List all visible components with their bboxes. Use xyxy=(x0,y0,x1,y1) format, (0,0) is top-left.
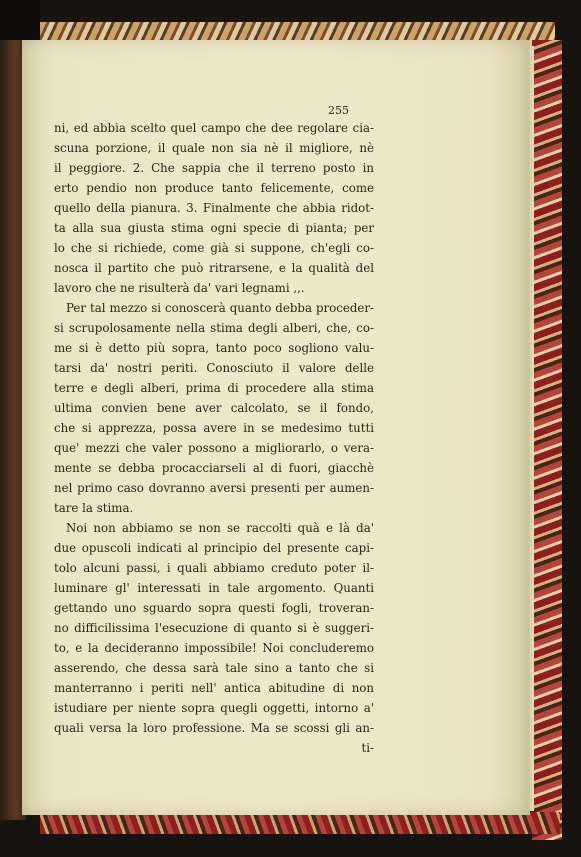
text-line: quello della pianura. 3. Finalmente che abbia ridot- xyxy=(54,201,374,215)
text-line: tolo alcuni passi, i quali abbiamo creduto poter il- xyxy=(54,561,374,575)
text-line: ultima convien bene aver calcolato, se il fondo, xyxy=(54,401,374,415)
text-line: due opuscoli indicati al principio del presente capi- xyxy=(54,541,374,555)
text-line: erto pendio non produce tanto felicemente, come xyxy=(54,181,374,195)
text-line: no difficilissima l'esecuzione di quanto si è suggeri- xyxy=(54,621,374,635)
text-line: scuna porzione, il quale non sia nè il migliore, nè xyxy=(54,141,374,155)
text-line: si scrupolosamente nella stima degli alberi, che, co- xyxy=(54,321,374,335)
text-line: lavoro che ne risulterà da' vari legnami ,,. xyxy=(54,281,305,295)
text-line: gettando uno sguardo sopra questi fogli, troveran- xyxy=(54,601,374,615)
text-line: istudiare per niente sopra quegli oggetti, intorno a' xyxy=(54,701,374,715)
text-line: terre e degli alberi, prima di procedere alla stima xyxy=(54,381,374,395)
background-corner xyxy=(0,0,40,40)
text-line: che si apprezza, possa avere in se medesimo tutti xyxy=(54,421,374,435)
text-line: to, e la decideranno impossibile! Noi concluderemo xyxy=(54,641,374,655)
text-line: me si è detto più sopra, tanto poco sogliono valu- xyxy=(54,341,374,355)
text-line: ta alla sua giusta stima ogni specie di pianta; per xyxy=(54,221,374,235)
text-line: luminare gl' interessati in tale argomento. Quanti xyxy=(54,581,374,595)
marbled-cover-right xyxy=(532,40,562,840)
text-line: Per tal mezzo si conoscerà quanto debba proceder- xyxy=(66,301,374,315)
text-line: il peggiore. 2. Che sappia che il terreno posto in xyxy=(54,161,374,175)
marbled-cover-bottom xyxy=(40,812,560,834)
text-line: nel primo caso dovranno aversi presenti per aumen- xyxy=(54,481,374,495)
text-line: Noi non abbiamo se non se raccolti quà e là da' xyxy=(66,521,374,535)
text-line: tarsi da' nostri periti. Conosciuto il valore delle xyxy=(54,361,374,375)
text-line: ni, ed abbia scelto quel campo che dee regolare cia- xyxy=(54,121,374,135)
text-line: mente se debba procacciarseli al di fuori, giacchè xyxy=(54,461,374,475)
page-number: 255 xyxy=(328,104,349,117)
text-line: tare la stima. xyxy=(54,501,134,515)
text-line: nosca il partito che può ritrarsene, e la qualità del xyxy=(54,261,374,275)
text-line: asserendo, che dessa sarà tale sino a tanto che si xyxy=(54,661,374,675)
text-line: manterranno i periti nell' antica abitudine di non xyxy=(54,681,374,695)
text-line: ti- xyxy=(361,741,374,755)
page-text xyxy=(54,118,374,758)
text-line: lo che si richiede, come già si suppone, ch'egli co- xyxy=(54,241,374,255)
text-line: quali versa la loro professione. Ma se scossi gli an- xyxy=(54,721,374,735)
text-line: que' mezzi che valer possono a migliorarlo, o vera- xyxy=(54,441,374,455)
